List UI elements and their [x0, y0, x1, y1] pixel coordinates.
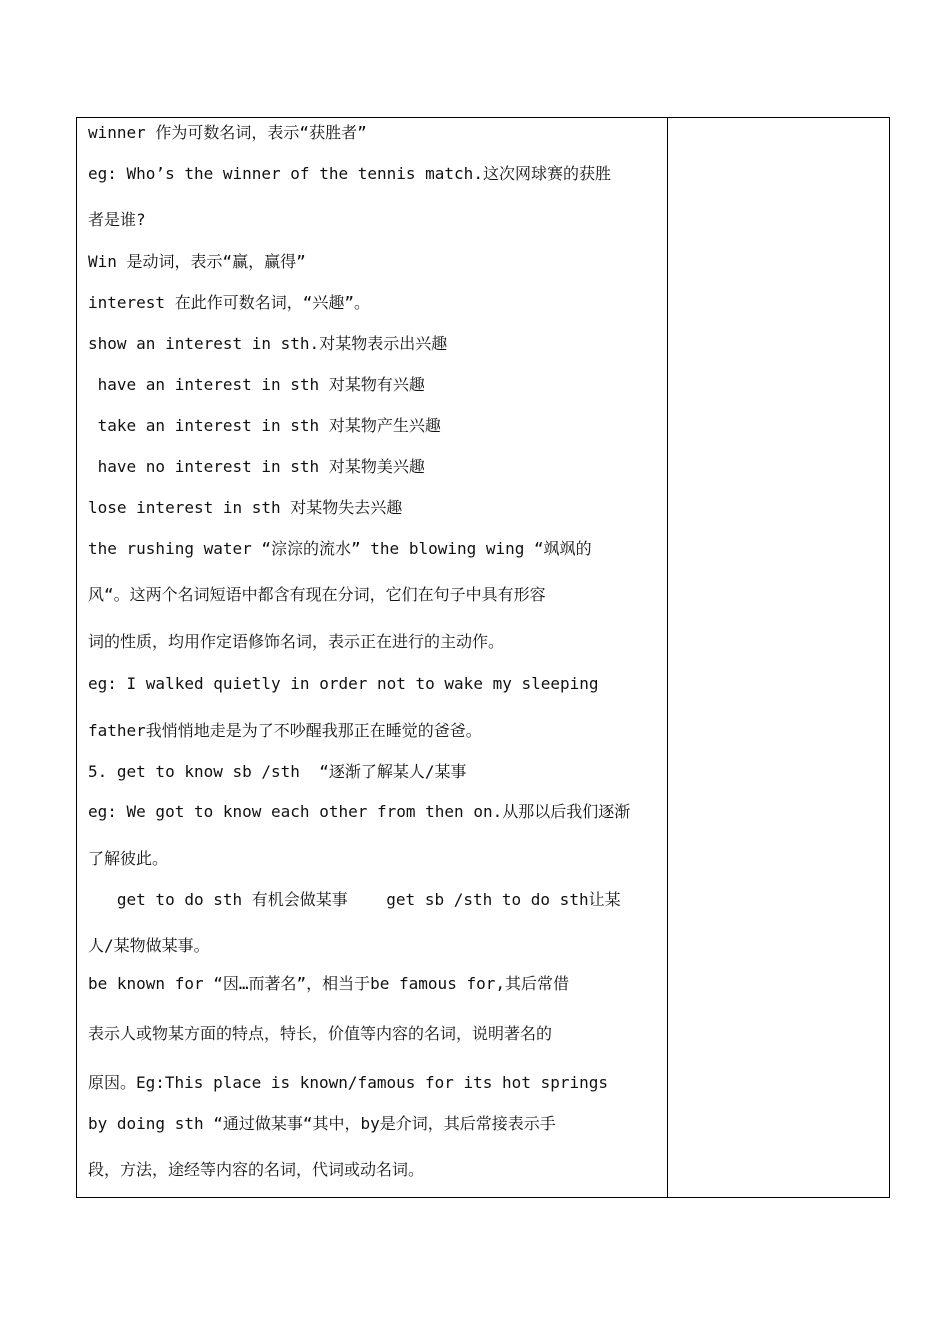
- notes-table: [76, 117, 890, 1198]
- text-line: the rushing water “淙淙的流水” the blowing wing “飒飒的: [88, 539, 592, 558]
- text-line: have no interest in sth 对某物美兴趣: [88, 457, 425, 476]
- text-line: have an interest in sth 对某物有兴趣: [88, 375, 425, 394]
- text-line: winner 作为可数名词，表示“获胜者”: [88, 123, 367, 142]
- text-line: 段，方法，途经等内容的名词，代词或动名词。: [88, 1160, 425, 1179]
- text-line: interest 在此作可数名词，“兴趣”。: [88, 293, 370, 312]
- text-line: 5. get to know sb /sth “逐渐了解某人/某事: [88, 762, 467, 781]
- content-cell: [77, 118, 667, 1197]
- empty-notes-cell: [668, 118, 889, 1197]
- text-line: show an interest in sth.对某物表示出兴趣: [88, 334, 448, 353]
- text-line: 了解彼此。: [88, 849, 169, 868]
- text-line: 者是谁?: [88, 210, 146, 229]
- text-line: 风“。这两个名词短语中都含有现在分词，它们在句子中具有形容: [88, 585, 546, 604]
- text-line: take an interest in sth 对某物产生兴趣: [88, 416, 441, 435]
- text-line: 表示人或物某方面的特点，特长，价值等内容的名词，说明著名的: [88, 1024, 553, 1043]
- text-line: 词的性质，均用作定语修饰名词，表示正在进行的主动作。: [88, 632, 505, 651]
- text-line: lose interest in sth 对某物失去兴趣: [88, 498, 403, 517]
- text-line: Win 是动词，表示“赢，赢得”: [88, 252, 306, 271]
- text-line: eg: Who’s the winner of the tennis match.这次网球赛的获胜: [88, 164, 611, 183]
- text-line: 原因。Eg:This place is known/famous for its hot springs: [88, 1073, 609, 1092]
- text-line: get to do sth 有机会做某事 get sb /sth to do sth让某: [88, 890, 621, 909]
- text-line: eg: We got to know each other from then on.从那以后我们逐渐: [88, 802, 631, 821]
- text-line: eg: I walked quietly in order not to wake my sleeping: [88, 674, 599, 693]
- text-line: father我悄悄地走是为了不吵醒我那正在睡觉的爸爸。: [88, 721, 482, 740]
- text-line: be known for “因…而著名”，相当于be famous for,其后常借: [88, 974, 569, 993]
- text-line: by doing sth “通过做某事“其中，by是介词，其后常接表示手: [88, 1114, 556, 1133]
- text-line: 人/某物做某事。: [88, 936, 210, 955]
